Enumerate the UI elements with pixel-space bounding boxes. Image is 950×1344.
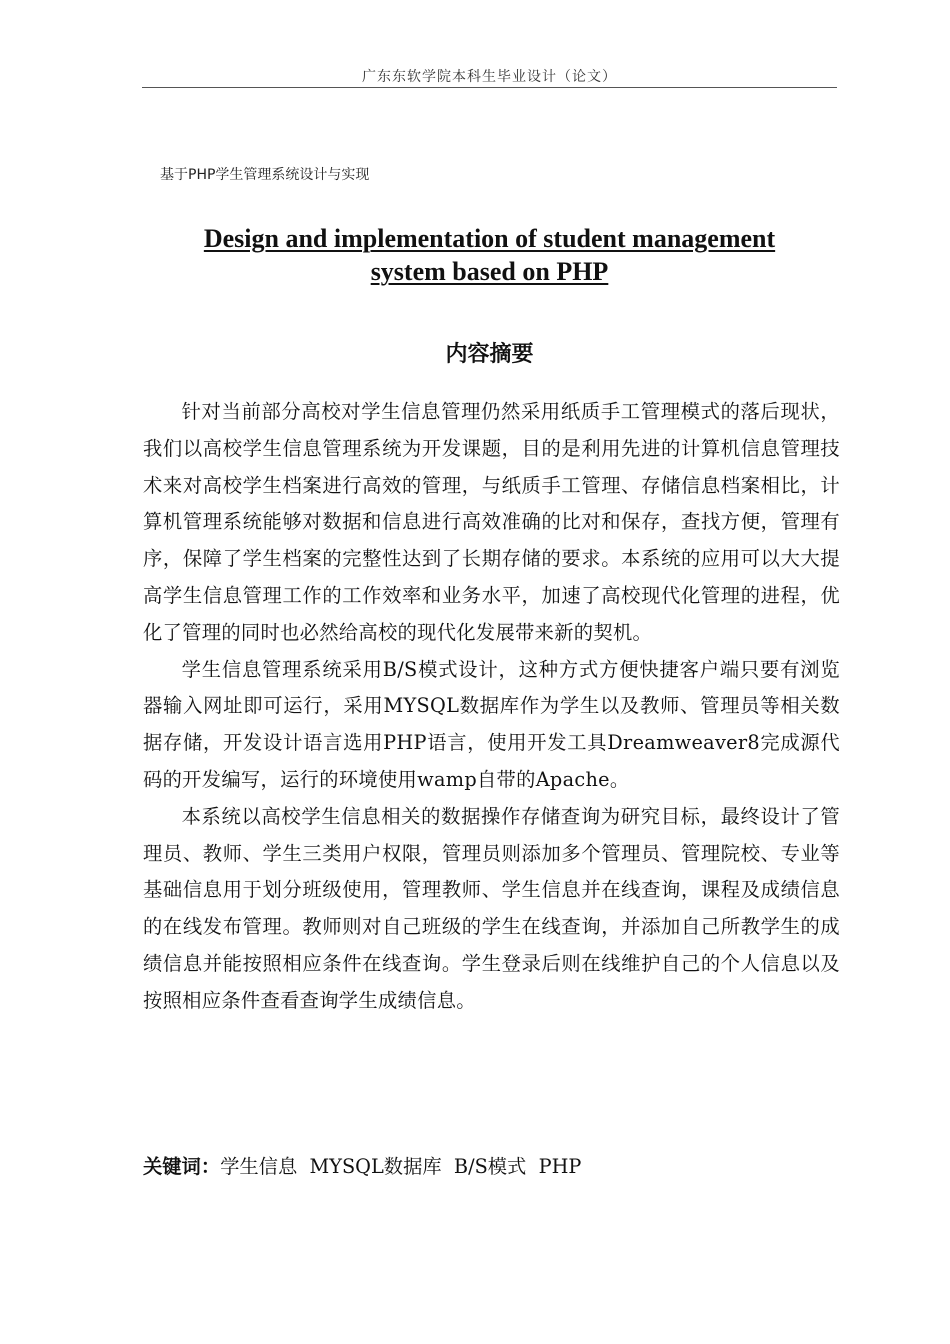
abstract-paragraph-2: 学生信息管理系统采用B/S模式设计，这种方式方便快捷客户端只要有浏览器输入网址即可运行，采用MYSQL数据库作为学生以及教师、管理员等相关数据存储，开发设计语言选用PHP语言，使用开发工具Dreamweaver8完成源代码的开发编写，运行的环境使用wamp自带的Apache。 — [143, 657, 840, 791]
english-title — [142, 222, 837, 288]
abstract-paragraph-1: 针对当前部分高校对学生信息管理仍然采用纸质手工管理模式的落后现状，我们以高校学生信息管理系统为开发课题，目的是利用先进的计算机信息管理技术来对高校学生档案进行高效的管理，与纸质手工管理、存储信息档案相比，计算机管理系统能够对数据和信息进行高效准确的比对和保存，查找方便，管理有序，保障了学生档案的完整性达到了长期存储的要求。本系统的应用可以大大提高学生信息管理工作的工作效率和业务水平，加速了高校现代化管理的进程，优化了管理的同时也必然给高校的现代化发展带来新的契机。 — [143, 400, 840, 644]
keywords-items: 学生信息 MYSQL数据库 B/S模式 PHP — [220, 1155, 582, 1178]
abstract-body — [143, 394, 840, 1020]
chinese-title: 基于PHP学生管理系统设计与实现 — [160, 167, 370, 183]
keywords-line — [143, 1149, 838, 1185]
english-title-line-2: system based on PHP — [370, 257, 609, 286]
running-header: 广东东软学院本科生毕业设计（论文） — [362, 69, 617, 85]
abstract-heading: 内容摘要 — [445, 342, 534, 367]
header-divider — [142, 87, 837, 88]
keywords-label: 关键词： — [143, 1155, 221, 1178]
english-title-line-1: Design and implementation of student management — [203, 224, 776, 253]
abstract-paragraph-3: 本系统以高校学生信息相关的数据操作存储查询为研究目标，最终设计了管理员、教师、学生三类用户权限，管理员则添加多个管理员、管理院校、专业等基础信息用于划分班级使用，管理教师、学生信息并在线查询，课程及成绩信息的在线发布管理。教师则对自己班级的学生在线查询，并添加自己所教学生的成绩信息并能按照相应条件在线查询。学生登录后则在线维护自己的个人信息以及按照相应条件查看查询学生成绩信息。 — [143, 804, 840, 1012]
